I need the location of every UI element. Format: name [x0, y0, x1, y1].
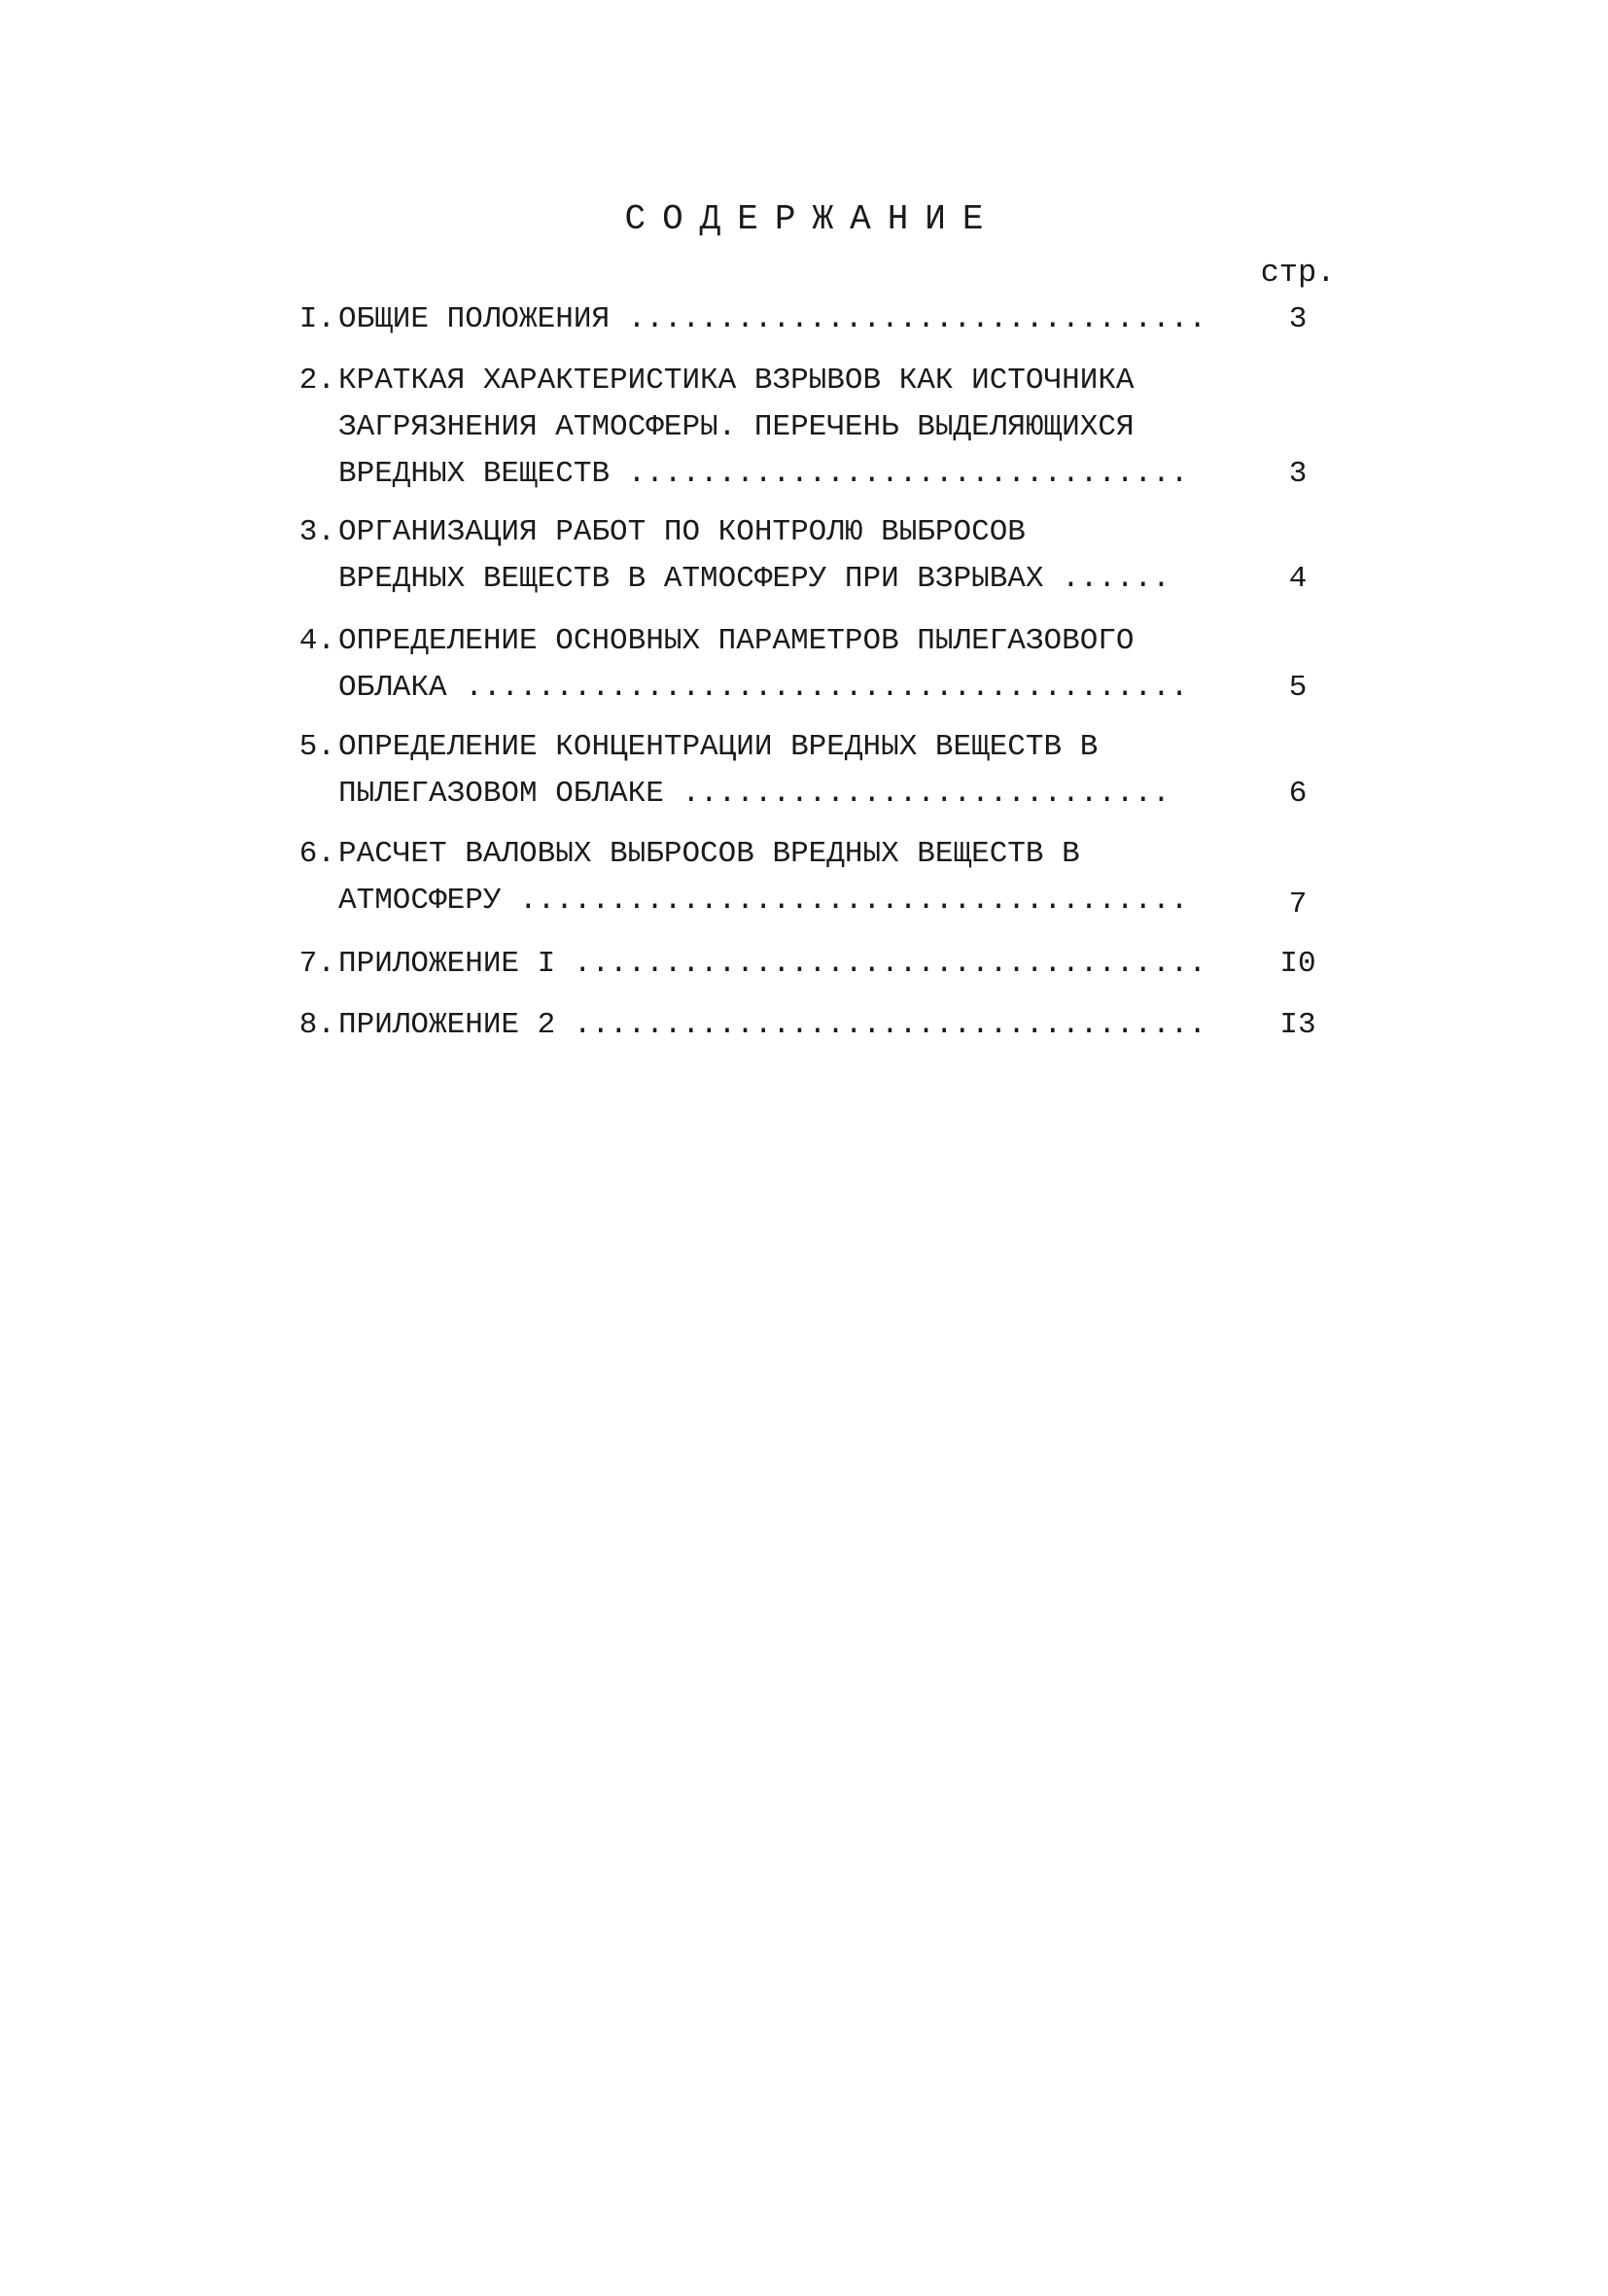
- toc-entry-number: 5.: [298, 730, 335, 764]
- toc-entry-line: КРАТКАЯ ХАРАКТЕРИСТИКА ВЗРЫВОВ КАК ИСТОЧНИКА: [338, 364, 1135, 398]
- toc-entry-page: 3: [1288, 302, 1308, 336]
- toc-entry-text: [338, 724, 1272, 818]
- toc-entry-line: ОБЩИЕ ПОЛОЖЕНИЯ ................................: [338, 302, 1206, 336]
- toc-entry-line: ОПРЕДЕЛЕНИЕ ОСНОВНЫХ ПАРАМЕТРОВ ПЫЛЕГАЗОВОГО: [338, 624, 1135, 658]
- toc-entry-number: I.: [298, 302, 335, 336]
- toc-entry-line: ЗАГРЯЗНЕНИЯ АТМОСФЕРЫ. ПЕРЕЧЕНЬ ВЫДЕЛЯЮЩИХСЯ: [338, 410, 1135, 444]
- toc-entry-number: 2.: [298, 364, 335, 398]
- toc-entry-line: ПЫЛЕГАЗОВОМ ОБЛАКЕ ...........................: [338, 777, 1171, 811]
- toc-entry-line: ВРЕДНЫХ ВЕЩЕСТВ В АТМОСФЕРУ ПРИ ВЗРЫВАХ ......: [338, 562, 1171, 596]
- toc-entry-text: [338, 296, 1272, 343]
- toc-entry-line: ОБЛАКА ........................................: [338, 671, 1189, 705]
- toc-entry-page: 6: [1288, 777, 1308, 811]
- toc-entry-page: 5: [1288, 671, 1308, 705]
- toc-entry-line: ПРИЛОЖЕНИЕ 2 ...................................: [338, 1008, 1206, 1042]
- toc-entry-number: 3.: [298, 515, 335, 549]
- toc-entry-number: 8.: [298, 1008, 335, 1042]
- toc-entry-line: ПРИЛОЖЕНИЕ I ...................................: [338, 947, 1206, 981]
- toc-entry-line: АТМОСФЕРУ .....................................: [338, 884, 1189, 918]
- toc-entry-line: ВРЕДНЫХ ВЕЩЕСТВ ...............................: [338, 457, 1189, 491]
- toc-entry-page: 4: [1288, 562, 1308, 596]
- toc-entry-page: 7: [1288, 887, 1308, 922]
- toc-entry-page: I0: [1279, 947, 1316, 981]
- toc-entry-text: [338, 831, 1272, 924]
- toc-title: СОДЕРЖАНИЕ: [624, 199, 1000, 239]
- toc-entry-text: [338, 1002, 1272, 1049]
- toc-entry-line: РАСЧЕТ ВАЛОВЫХ ВЫБРОСОВ ВРЕДНЫХ ВЕЩЕСТВ В: [338, 837, 1080, 871]
- toc-entry-text: [338, 509, 1272, 603]
- toc-entry-number: 7.: [298, 947, 335, 981]
- toc-entry-number: 6.: [298, 837, 335, 871]
- page-column-label: стр.: [1260, 255, 1336, 291]
- toc-entry-line: ОПРЕДЕЛЕНИЕ КОНЦЕНТРАЦИИ ВРЕДНЫХ ВЕЩЕСТВ В: [338, 730, 1099, 764]
- toc-entry-text: [338, 941, 1272, 988]
- toc-entry-line: ОРГАНИЗАЦИЯ РАБОТ ПО КОНТРОЛЮ ВЫБРОСОВ: [338, 515, 1026, 549]
- toc-entry-text: [338, 358, 1272, 498]
- toc-entry-page: 3: [1288, 457, 1308, 491]
- toc-entry-text: [338, 618, 1272, 712]
- toc-entry-number: 4.: [298, 624, 335, 658]
- toc-entry-page: I3: [1279, 1008, 1316, 1042]
